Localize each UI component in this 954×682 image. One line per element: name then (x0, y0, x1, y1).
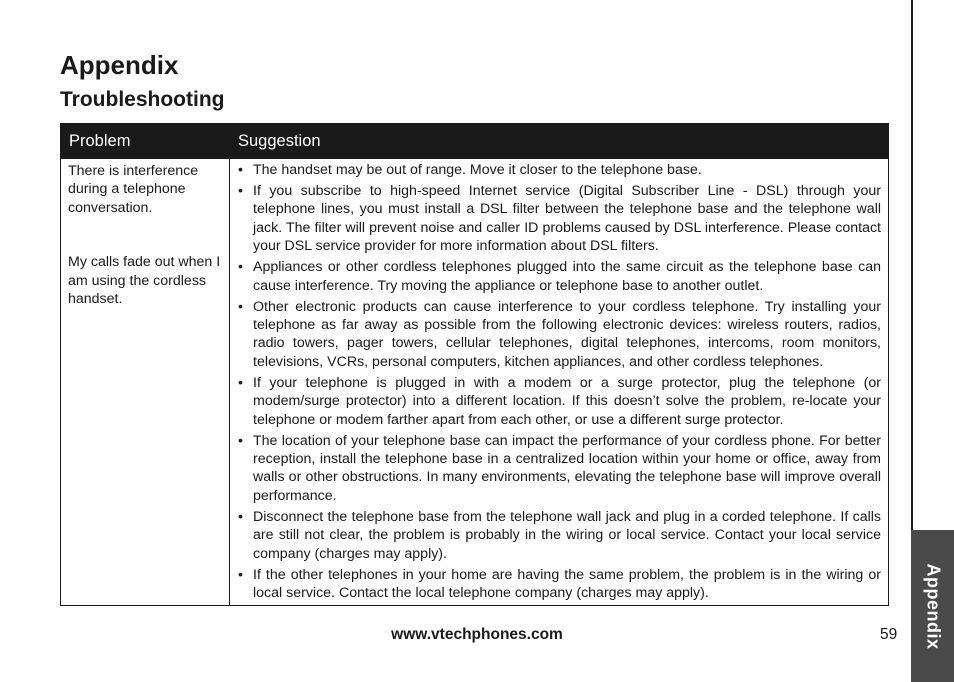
header-problem: Problem (61, 124, 230, 159)
suggestion-text: If you subscribe to high-speed Internet service (Digital Subscriber Line - DSL) through your telephone lines, you must install a DSL filter between the telephone base and the telephone wall jack. The filter will prevent noise and caller ID problems caused by DSL interference. Please contact your DSL service provider for more information about DSL filters. (253, 183, 881, 255)
suggestion-item (237, 508, 881, 563)
section-title: Troubleshooting (60, 88, 225, 111)
table-row (61, 159, 889, 606)
problem-text: There is interference during a telephone conversation. (68, 163, 199, 216)
bullet-icon: • (238, 566, 243, 583)
bullet-icon: • (238, 259, 243, 276)
bullet-icon: • (238, 162, 243, 178)
page-title: Appendix (60, 50, 179, 80)
bullet-icon: • (238, 298, 243, 315)
suggestion-text: If the other telephones in your home are having the same problem, the problem is in the wiring or local service. Contact the local telephone company (charges may apply). (253, 566, 881, 602)
side-tab-label: Appendix (923, 562, 944, 650)
suggestion-text: The handset may be out of range. Move it closer to the telephone base. (253, 162, 702, 178)
suggestion-item (237, 374, 881, 429)
suggestion-item (237, 432, 881, 506)
bullet-icon: • (238, 432, 243, 449)
bullet-icon: • (238, 508, 243, 525)
bullet-icon: • (238, 374, 243, 391)
footer-website-link[interactable]: www.vtechphones.com (391, 626, 563, 643)
problem-text: My calls fade out when I am using the cordless handset. (68, 254, 221, 308)
suggestion-text: Disconnect the telephone base from the telephone wall jack and plug in a corded telephone. If calls are still not clear, the problem is probably in the wiring or local service. Contact your local service company (charges may apply). (253, 508, 881, 562)
suggestion-item (237, 566, 881, 603)
suggestion-text: The location of your telephone base can impact the performance of your cordless phone. For better reception, install the telephone base in a centralized location within your home or office, away from walls or other obstructions. In many environments, elevating the telephone base will improve overall performance. (253, 432, 881, 504)
problem-cell (61, 159, 230, 606)
table-header-row (61, 124, 889, 159)
suggestion-item (237, 182, 881, 256)
suggestion-list (237, 161, 881, 603)
troubleshooting-table (60, 123, 889, 606)
suggestion-item (237, 258, 881, 295)
section-side-tab (911, 530, 954, 682)
suggestion-text: If your telephone is plugged in with a modem or a surge protector, plug the telephone (or modem/surge protector) into a different location. If this doesn’t solve the problem, re-locate your telephone or modem farther apart from each other, or use a different surge protector. (253, 374, 881, 428)
header-suggestion: Suggestion (230, 124, 889, 159)
suggestion-text: Other electronic products can cause interference to your cordless telephone. Try installing your telephone as far away as possible from the following electronic devices: wireless routers, radios, radio towers, pager towers, cellular telephones, digital telephones, intercoms, room monitors, televisions, VCRs, personal computers, kitchen appliances, and other cordless telephones. (253, 298, 881, 370)
bullet-icon: • (238, 183, 243, 199)
suggestion-item (237, 161, 881, 179)
page-number: 59 (880, 626, 898, 643)
suggestion-cell (230, 159, 889, 606)
suggestion-text: Appliances or other cordless telephones plugged into the same circuit as the telephone base can cause interference. Try moving the appliance or telephone base to another outlet. (253, 259, 881, 294)
suggestion-item (237, 298, 881, 372)
